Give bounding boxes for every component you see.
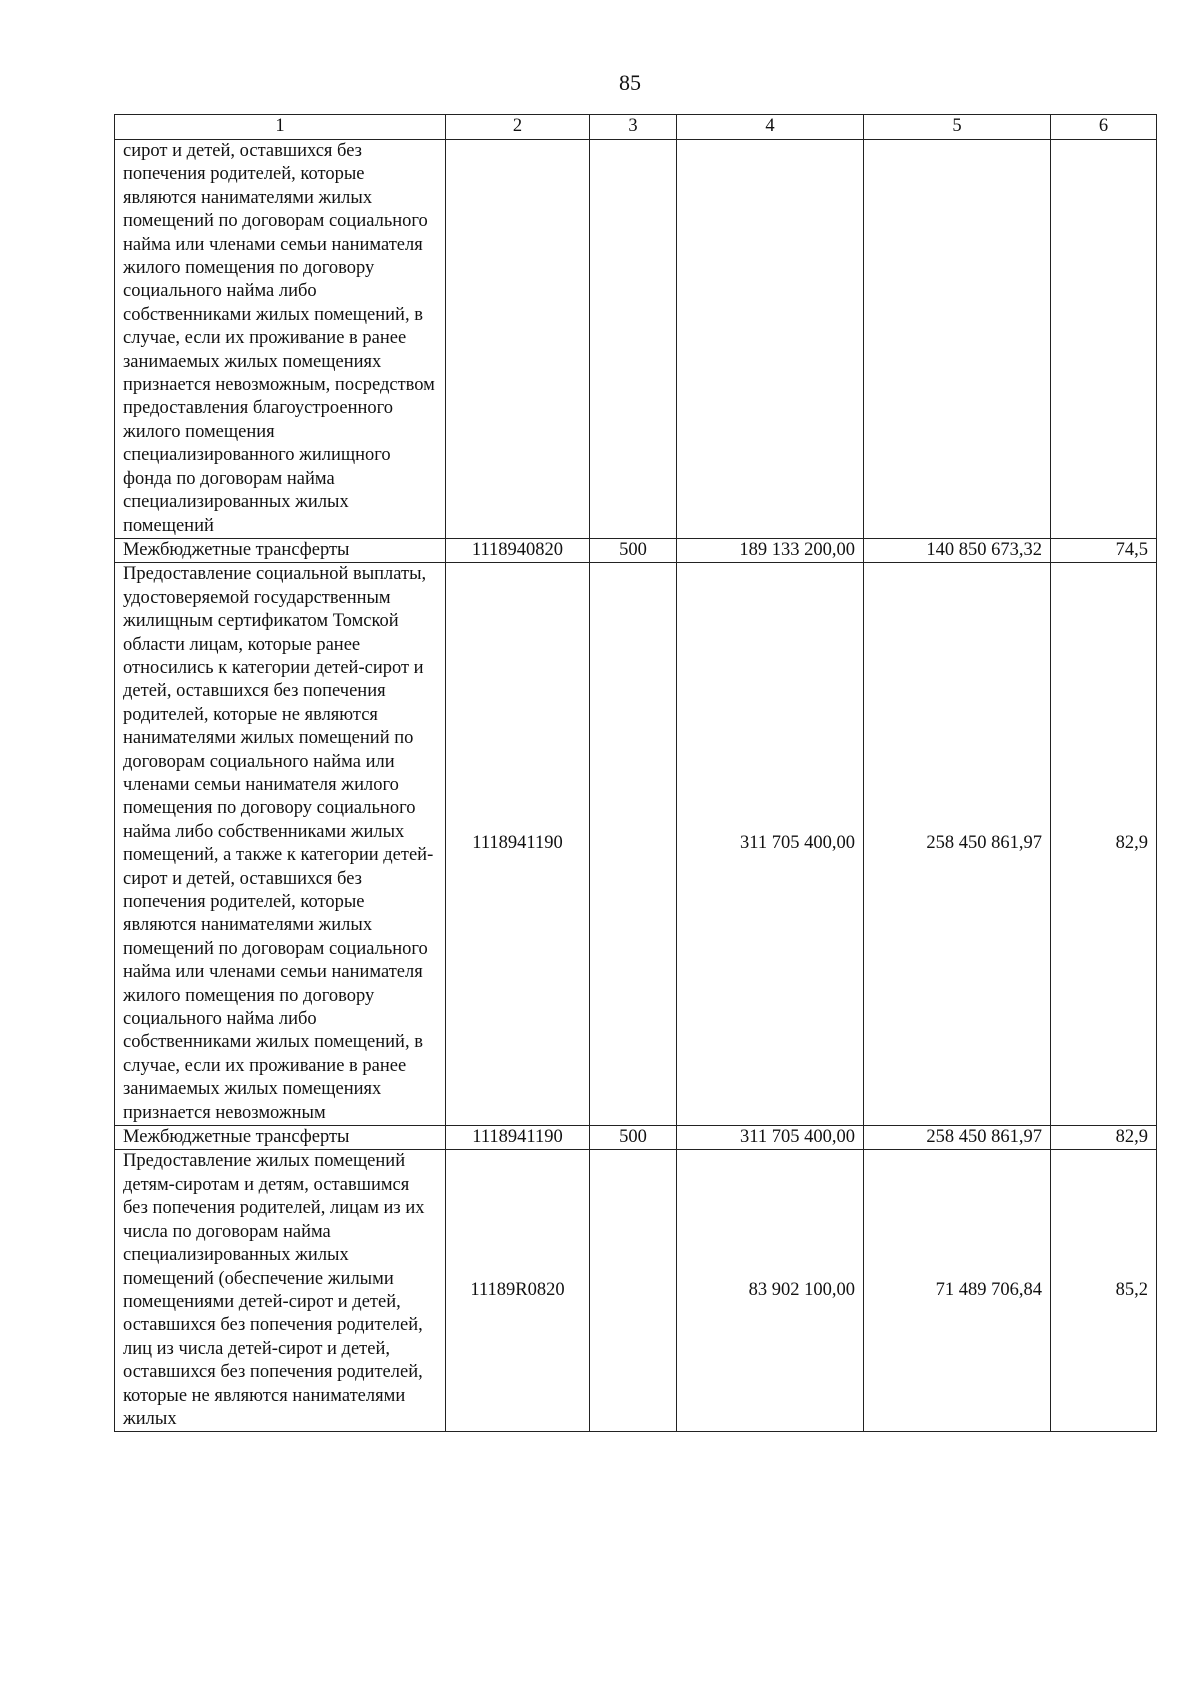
row-description: Предоставление социальной выплаты, удостоверяемой государственным жилищным сертификатом Томской области лицам, которые ранее относились к категории детей-сирот и детей, оставшихся без попечения родителей, которые не являются нанимателями жилых помещений по договорам социального найма или членами семьи нанимателя жилого помещения по договору социального найма либо собственниками жилых помещений, а также к категории детей-сирот и детей, оставшихся без попечения родителей, которые являются нанимателями жилых помещений по договорам социального найма или членами семьи нанимателя жилого помещения по договору социального найма либо собственниками жилых помещений, в случае, если их проживание в ранее занимаемых жилых помещениях признается невозможным <box>115 563 446 1126</box>
row-plan: 311 705 400,00 <box>677 1126 864 1150</box>
col-header-6: 6 <box>1051 115 1157 140</box>
row-expense-type <box>590 140 677 539</box>
row-code: 1118941190 <box>446 563 590 1126</box>
col-header-4: 4 <box>677 115 864 140</box>
row-plan <box>677 140 864 539</box>
row-percent: 82,9 <box>1051 563 1157 1126</box>
row-fact: 71 489 706,84 <box>864 1150 1051 1432</box>
row-code <box>446 140 590 539</box>
row-percent <box>1051 140 1157 539</box>
table-row <box>115 1150 1157 1432</box>
row-description: Межбюджетные трансферты <box>115 538 446 562</box>
row-percent: 82,9 <box>1051 1126 1157 1150</box>
row-fact <box>864 140 1051 539</box>
row-plan: 311 705 400,00 <box>677 563 864 1126</box>
row-expense-type <box>590 1150 677 1432</box>
row-plan: 83 902 100,00 <box>677 1150 864 1432</box>
table-row <box>115 538 1157 562</box>
header-row <box>115 115 1157 140</box>
row-fact: 258 450 861,97 <box>864 563 1051 1126</box>
row-fact: 258 450 861,97 <box>864 1126 1051 1150</box>
row-fact: 140 850 673,32 <box>864 538 1051 562</box>
row-code: 1118941190 <box>446 1126 590 1150</box>
row-expense-type <box>590 563 677 1126</box>
col-header-5: 5 <box>864 115 1051 140</box>
table-row <box>115 140 1157 539</box>
col-header-1: 1 <box>115 115 446 140</box>
row-percent: 85,2 <box>1051 1150 1157 1432</box>
col-header-2: 2 <box>446 115 590 140</box>
table-row <box>115 563 1157 1126</box>
row-code: 1118940820 <box>446 538 590 562</box>
row-expense-type: 500 <box>590 1126 677 1150</box>
col-header-3: 3 <box>590 115 677 140</box>
budget-table <box>114 114 1157 1432</box>
row-code: 11189R0820 <box>446 1150 590 1432</box>
row-expense-type: 500 <box>590 538 677 562</box>
table-row <box>115 1126 1157 1150</box>
row-percent: 74,5 <box>1051 538 1157 562</box>
row-description: Предоставление жилых помещений детям-сиротам и детям, оставшимся без попечения родителей, лицам из их числа по договорам найма специализированных жилых помещений (обеспечение жилыми помещениями детей-сирот и детей, оставшихся без попечения родителей, лиц из числа детей-сирот и детей, оставшихся без попечения родителей, которые не являются нанимателями жилых <box>115 1150 446 1432</box>
row-plan: 189 133 200,00 <box>677 538 864 562</box>
page-number: 85 <box>619 70 641 95</box>
row-description: Межбюджетные трансферты <box>115 1126 446 1150</box>
row-description: сирот и детей, оставшихся без попечения родителей, которые являются нанимателями жилых помещений по договорам социального найма или членами семьи нанимателя жилого помещения по договору социального найма либо собственниками жилых помещений, в случае, если их проживание в ранее занимаемых жилых помещениях признается невозможным, посредством предоставления благоустроенного жилого помещения специализированного жилищного фонда по договорам найма специализированных жилых помещений <box>115 140 446 539</box>
